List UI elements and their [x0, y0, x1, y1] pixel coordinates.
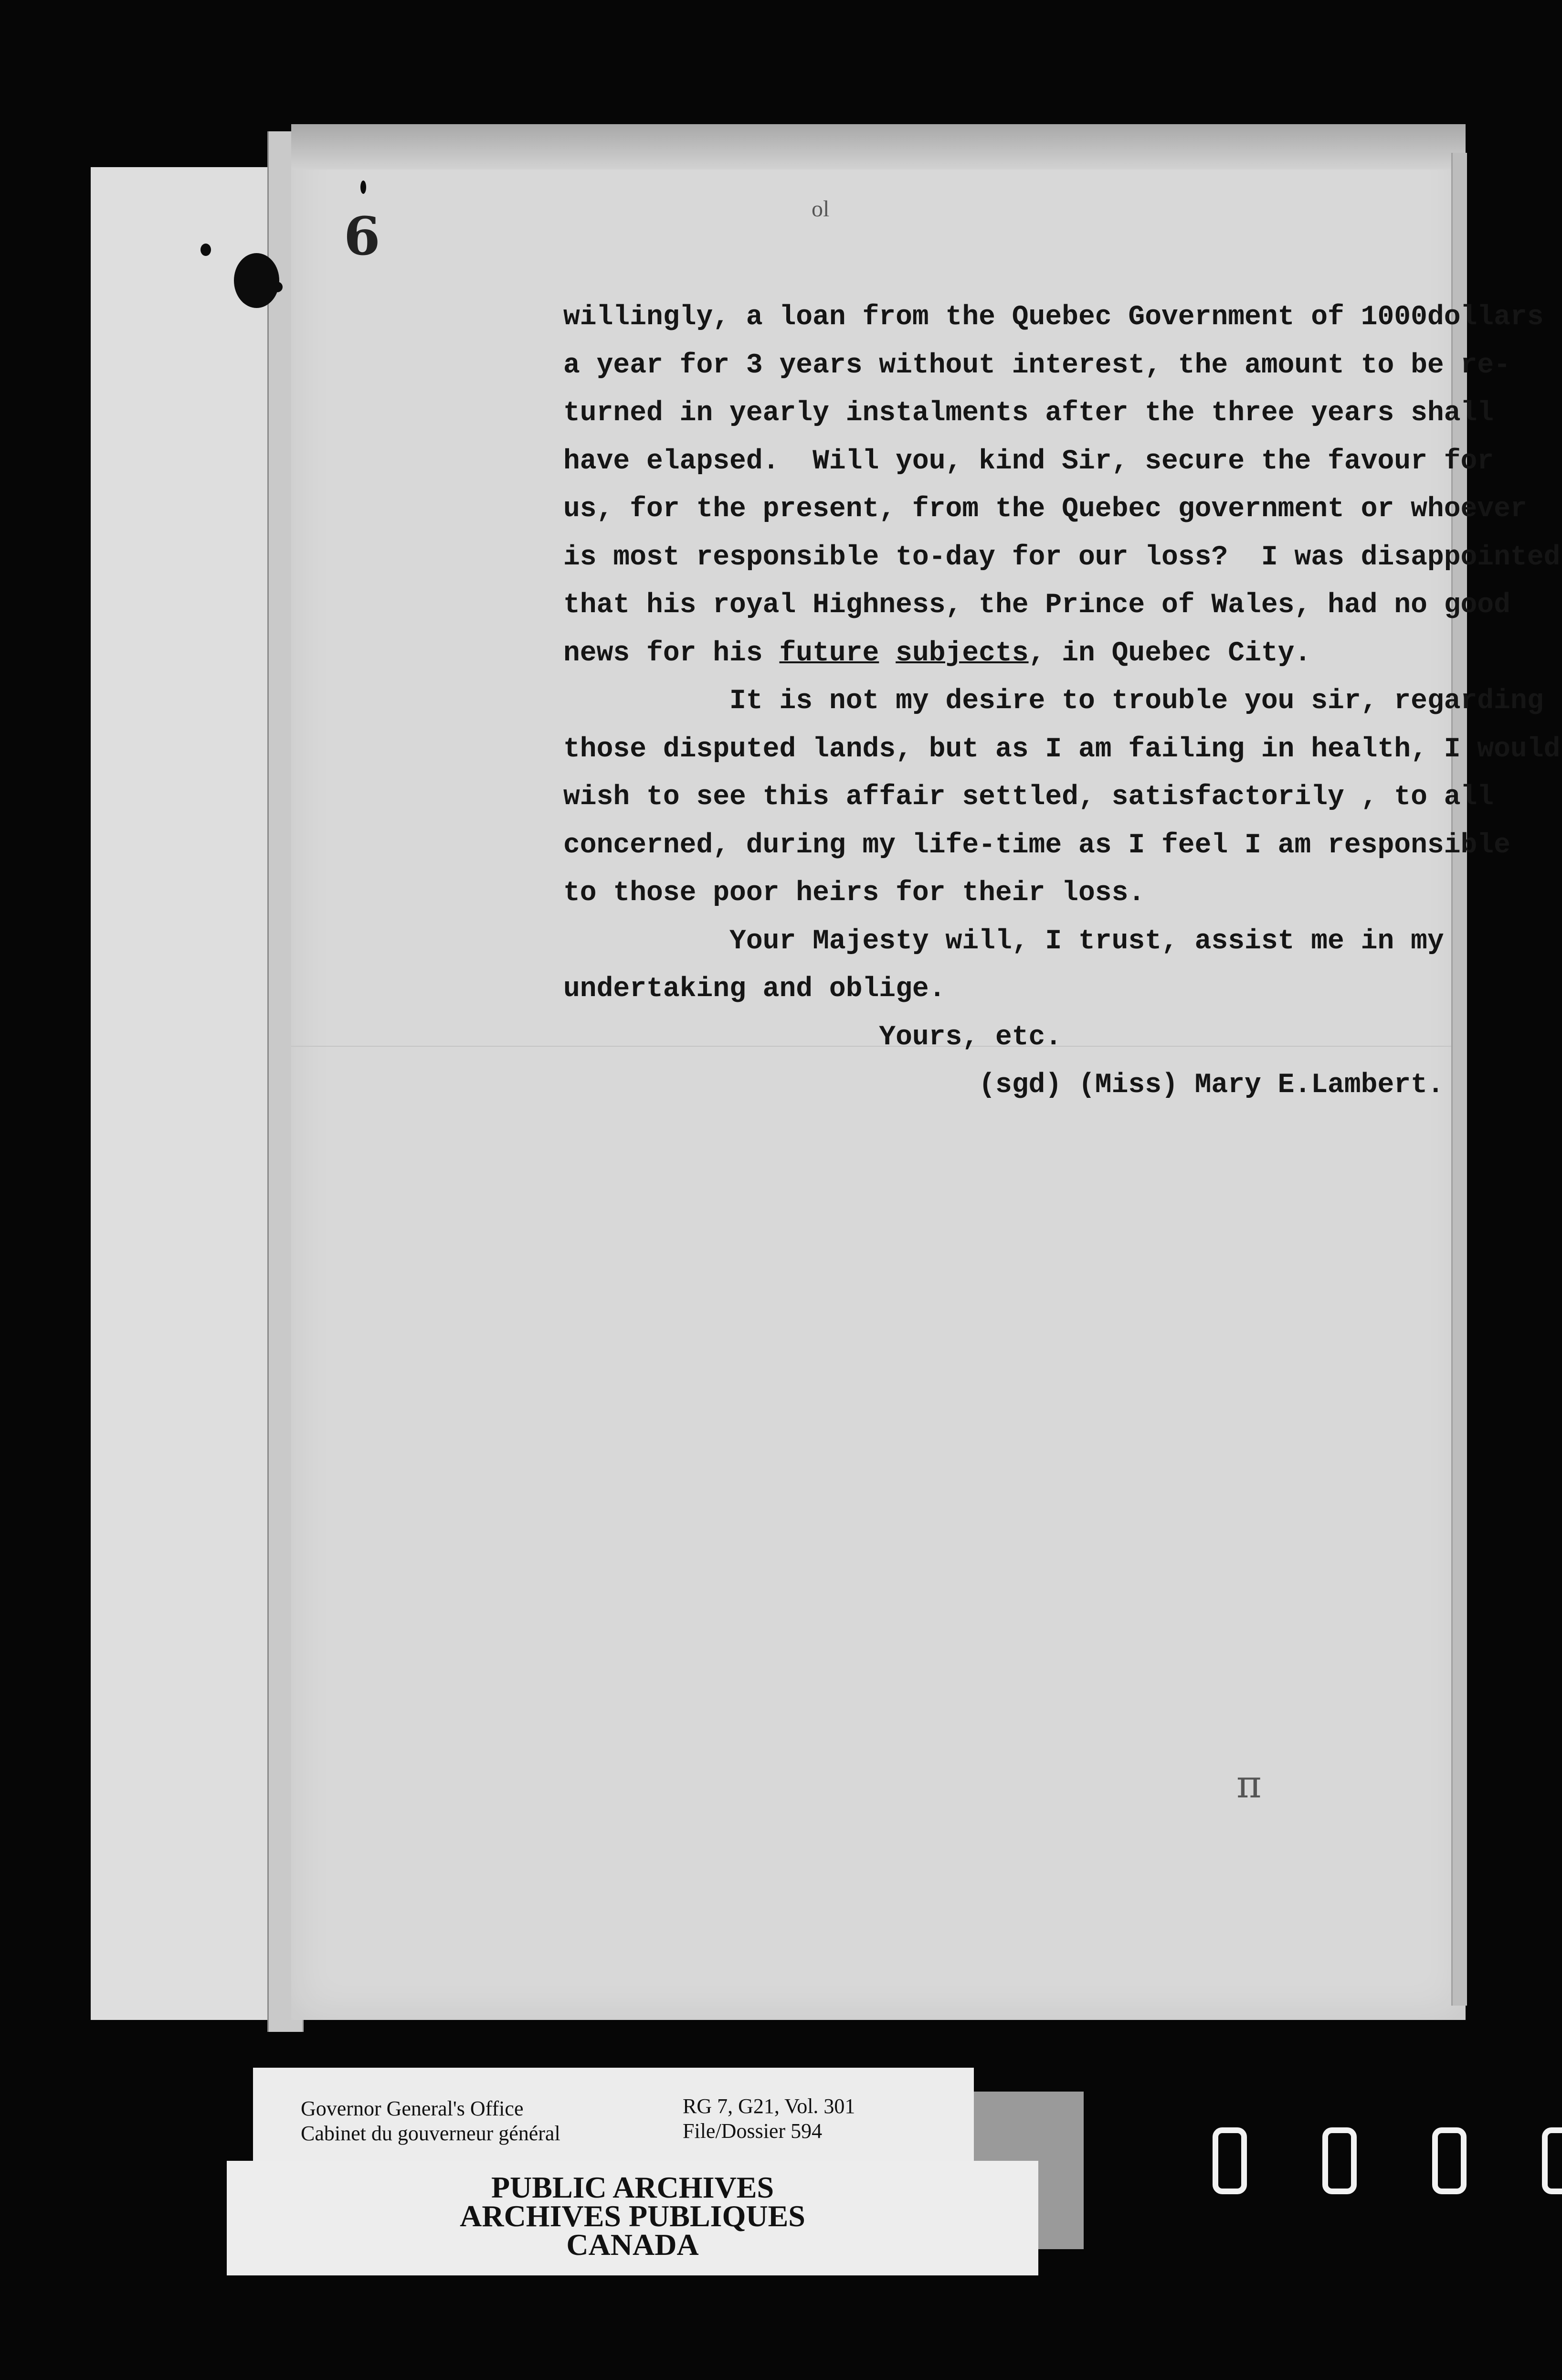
letter-text: Yours, etc. [563, 1021, 1062, 1053]
letter-line [563, 782, 1494, 813]
frame-counter-digit [1432, 2127, 1467, 2194]
document-page [291, 124, 1561, 2020]
letter-text: undertaking and oblige. [563, 974, 946, 1005]
frame-counter-digit [1213, 2127, 1247, 2194]
ink-spot [234, 253, 279, 308]
ink-spot [360, 181, 366, 194]
letter-text [879, 638, 896, 669]
ink-spot [272, 282, 283, 292]
letter-text: us, for the present, from the Quebec government or whoever [563, 494, 1527, 525]
archive-reference-label [253, 2068, 974, 2168]
letter-text: a year for 3 years without interest, the amount to be re- [563, 350, 1510, 381]
stamp-line-2: ARCHIVES PUBLIQUES [460, 2199, 805, 2233]
letter-text: (sgd) (Miss) Mary E.Lambert. [563, 1070, 1444, 1101]
letter-text: Your Majesty will, I trust, assist me in my [563, 925, 1444, 957]
letter-line [563, 974, 946, 1005]
letter-text: turned in yearly instalments after the three years shall [563, 398, 1494, 429]
letter-line [563, 350, 1510, 381]
archives-stamp-label [227, 2161, 1038, 2275]
letter-text: that his royal Highness, the Prince of Wales, had no good [563, 590, 1510, 621]
stamp-line-3: CANADA [566, 2228, 699, 2262]
letter-text: wish to see this affair settled, satisfactorily , to all [563, 782, 1494, 813]
letter-line [563, 590, 1510, 621]
letter-text: is most responsible to-day for our loss? I was disappointed [563, 542, 1561, 573]
office-name-fr: Cabinet du gouverneur général [301, 2122, 560, 2145]
letter-text: willingly, a loan from the Quebec Government of 1000dollars [563, 302, 1544, 333]
letter-line [563, 398, 1494, 429]
back-sheet [91, 167, 293, 2020]
letter-line [563, 302, 1544, 333]
underlined-word: future [779, 638, 879, 669]
letter-text: news for his [563, 638, 780, 669]
letter-text: , in Quebec City. [1028, 638, 1311, 669]
frame-counter-digit [1322, 2127, 1357, 2194]
letter-text: to those poor heirs for their loss. [563, 878, 1145, 909]
letter-line [563, 446, 1494, 477]
frame-counter [1213, 2127, 1562, 2204]
underlined-word: subjects [896, 638, 1029, 669]
letter-line [563, 1070, 1444, 1101]
file-number: File/Dossier 594 [683, 2119, 823, 2143]
pencil-mark: π [1236, 1762, 1262, 1806]
ink-spot [201, 244, 211, 256]
letter-line [563, 878, 1145, 909]
page-marker: ol [812, 196, 830, 222]
letter-text: It is not my desire to trouble you sir, regarding [563, 686, 1544, 717]
letter-text: concerned, during my life-time as I feel I am responsible [563, 829, 1510, 861]
letter-line [563, 926, 1444, 957]
letter-line [563, 734, 1560, 765]
page-right-edge [1451, 153, 1467, 2006]
typed-letter-body [563, 294, 1561, 1110]
letter-text: those disputed lands, but as I am failing in health, I would [563, 733, 1561, 765]
letter-text: have elapsed. Will you, kind Sir, secure the favour for [563, 446, 1494, 477]
page-top-edge [291, 124, 1466, 170]
record-group-reference: RG 7, G21, Vol. 301 [683, 2094, 855, 2118]
letter-line [563, 494, 1527, 525]
letter-line [563, 542, 1560, 573]
frame-counter-digit [1542, 2127, 1562, 2194]
letter-line [563, 686, 1544, 717]
stamp-line-1: PUBLIC ARCHIVES [491, 2170, 774, 2204]
letter-line [563, 830, 1510, 861]
letter-line [563, 1022, 1062, 1053]
letter-line [563, 638, 1311, 669]
office-name-en: Governor General's Office [301, 2097, 524, 2120]
corner-handwritten-mark: 6 [344, 205, 380, 267]
